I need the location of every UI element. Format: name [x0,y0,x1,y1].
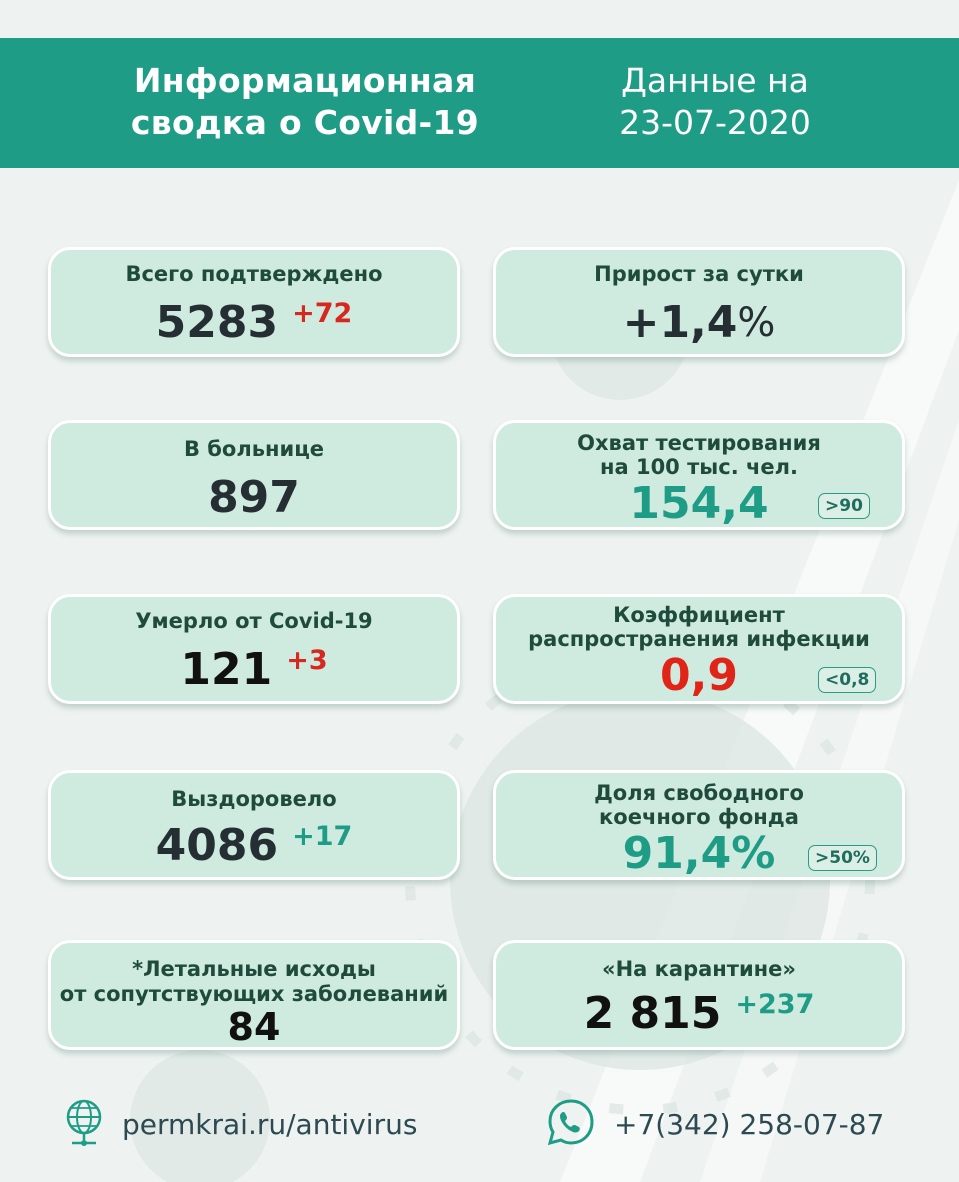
card-confirmed-value: 5283 [155,297,279,348]
card-beds-threshold: >50% [808,845,877,871]
card-confirmed [48,247,460,357]
card-deaths-label: Умерло от Covid-19 [135,609,373,633]
card-quarantine-value: 2 815 [583,988,722,1039]
card-testing-value: 154,4 [629,478,769,529]
card-deaths [48,594,460,704]
card-spread-value: 0,9 [660,650,738,701]
footer-phone[interactable] [546,1098,884,1150]
card-deaths-delta: +3 [286,645,328,676]
footer-website-link[interactable]: permkrai.ru/antivirus [122,1107,418,1141]
card-growth-unit: % [737,300,776,346]
card-quarantine-label: «На карантине» [602,957,796,981]
page-title: Информационная сводка о Covid-19 [130,61,480,142]
card-comorbid-label: *Летальные исходы от сопутствующих заболеваний [59,957,449,1006]
footer-phone-number[interactable]: +7(342) 258-07-87 [614,1107,885,1141]
footer-website[interactable] [64,1098,417,1150]
whatsapp-phone-icon [546,1097,596,1151]
report-date: Данные на 23-07-2020 [619,61,811,142]
card-growth-value: +1,4 [622,297,738,348]
card-testing-threshold: >90 [818,493,870,519]
card-beds-label: Доля свободного коечного фонда [594,781,804,829]
card-comorbid-value: 84 [227,1005,281,1049]
card-quarantine-delta: +237 [735,989,815,1020]
card-comorbid [48,940,460,1050]
card-recovered-label: Выздоровело [171,787,337,811]
card-spread-threshold: <0,8 [818,667,876,693]
card-spread [493,594,905,704]
card-confirmed-label: Всего подтверждено [125,262,383,286]
card-hospital [48,420,460,530]
card-testing [493,420,905,530]
card-testing-label: Охват тестирования на 100 тыс. чел. [577,431,821,479]
card-hospital-label: В больнице [183,437,325,461]
card-recovered-delta: +17 [292,821,353,852]
card-growth [493,247,905,357]
header-banner [0,38,959,168]
card-confirmed-delta: +72 [292,298,353,329]
globe-icon [64,1097,104,1151]
card-recovered [48,770,460,880]
card-quarantine [493,940,905,1050]
card-growth-label: Прирост за сутки [594,262,804,286]
card-spread-label: Коэффициент распространения инфекции [528,603,870,651]
card-beds [493,770,905,880]
card-beds-value: 91,4% [622,828,776,879]
card-deaths-value: 121 [180,644,273,695]
card-hospital-value: 897 [208,472,300,523]
card-recovered-value: 4086 [155,820,279,871]
